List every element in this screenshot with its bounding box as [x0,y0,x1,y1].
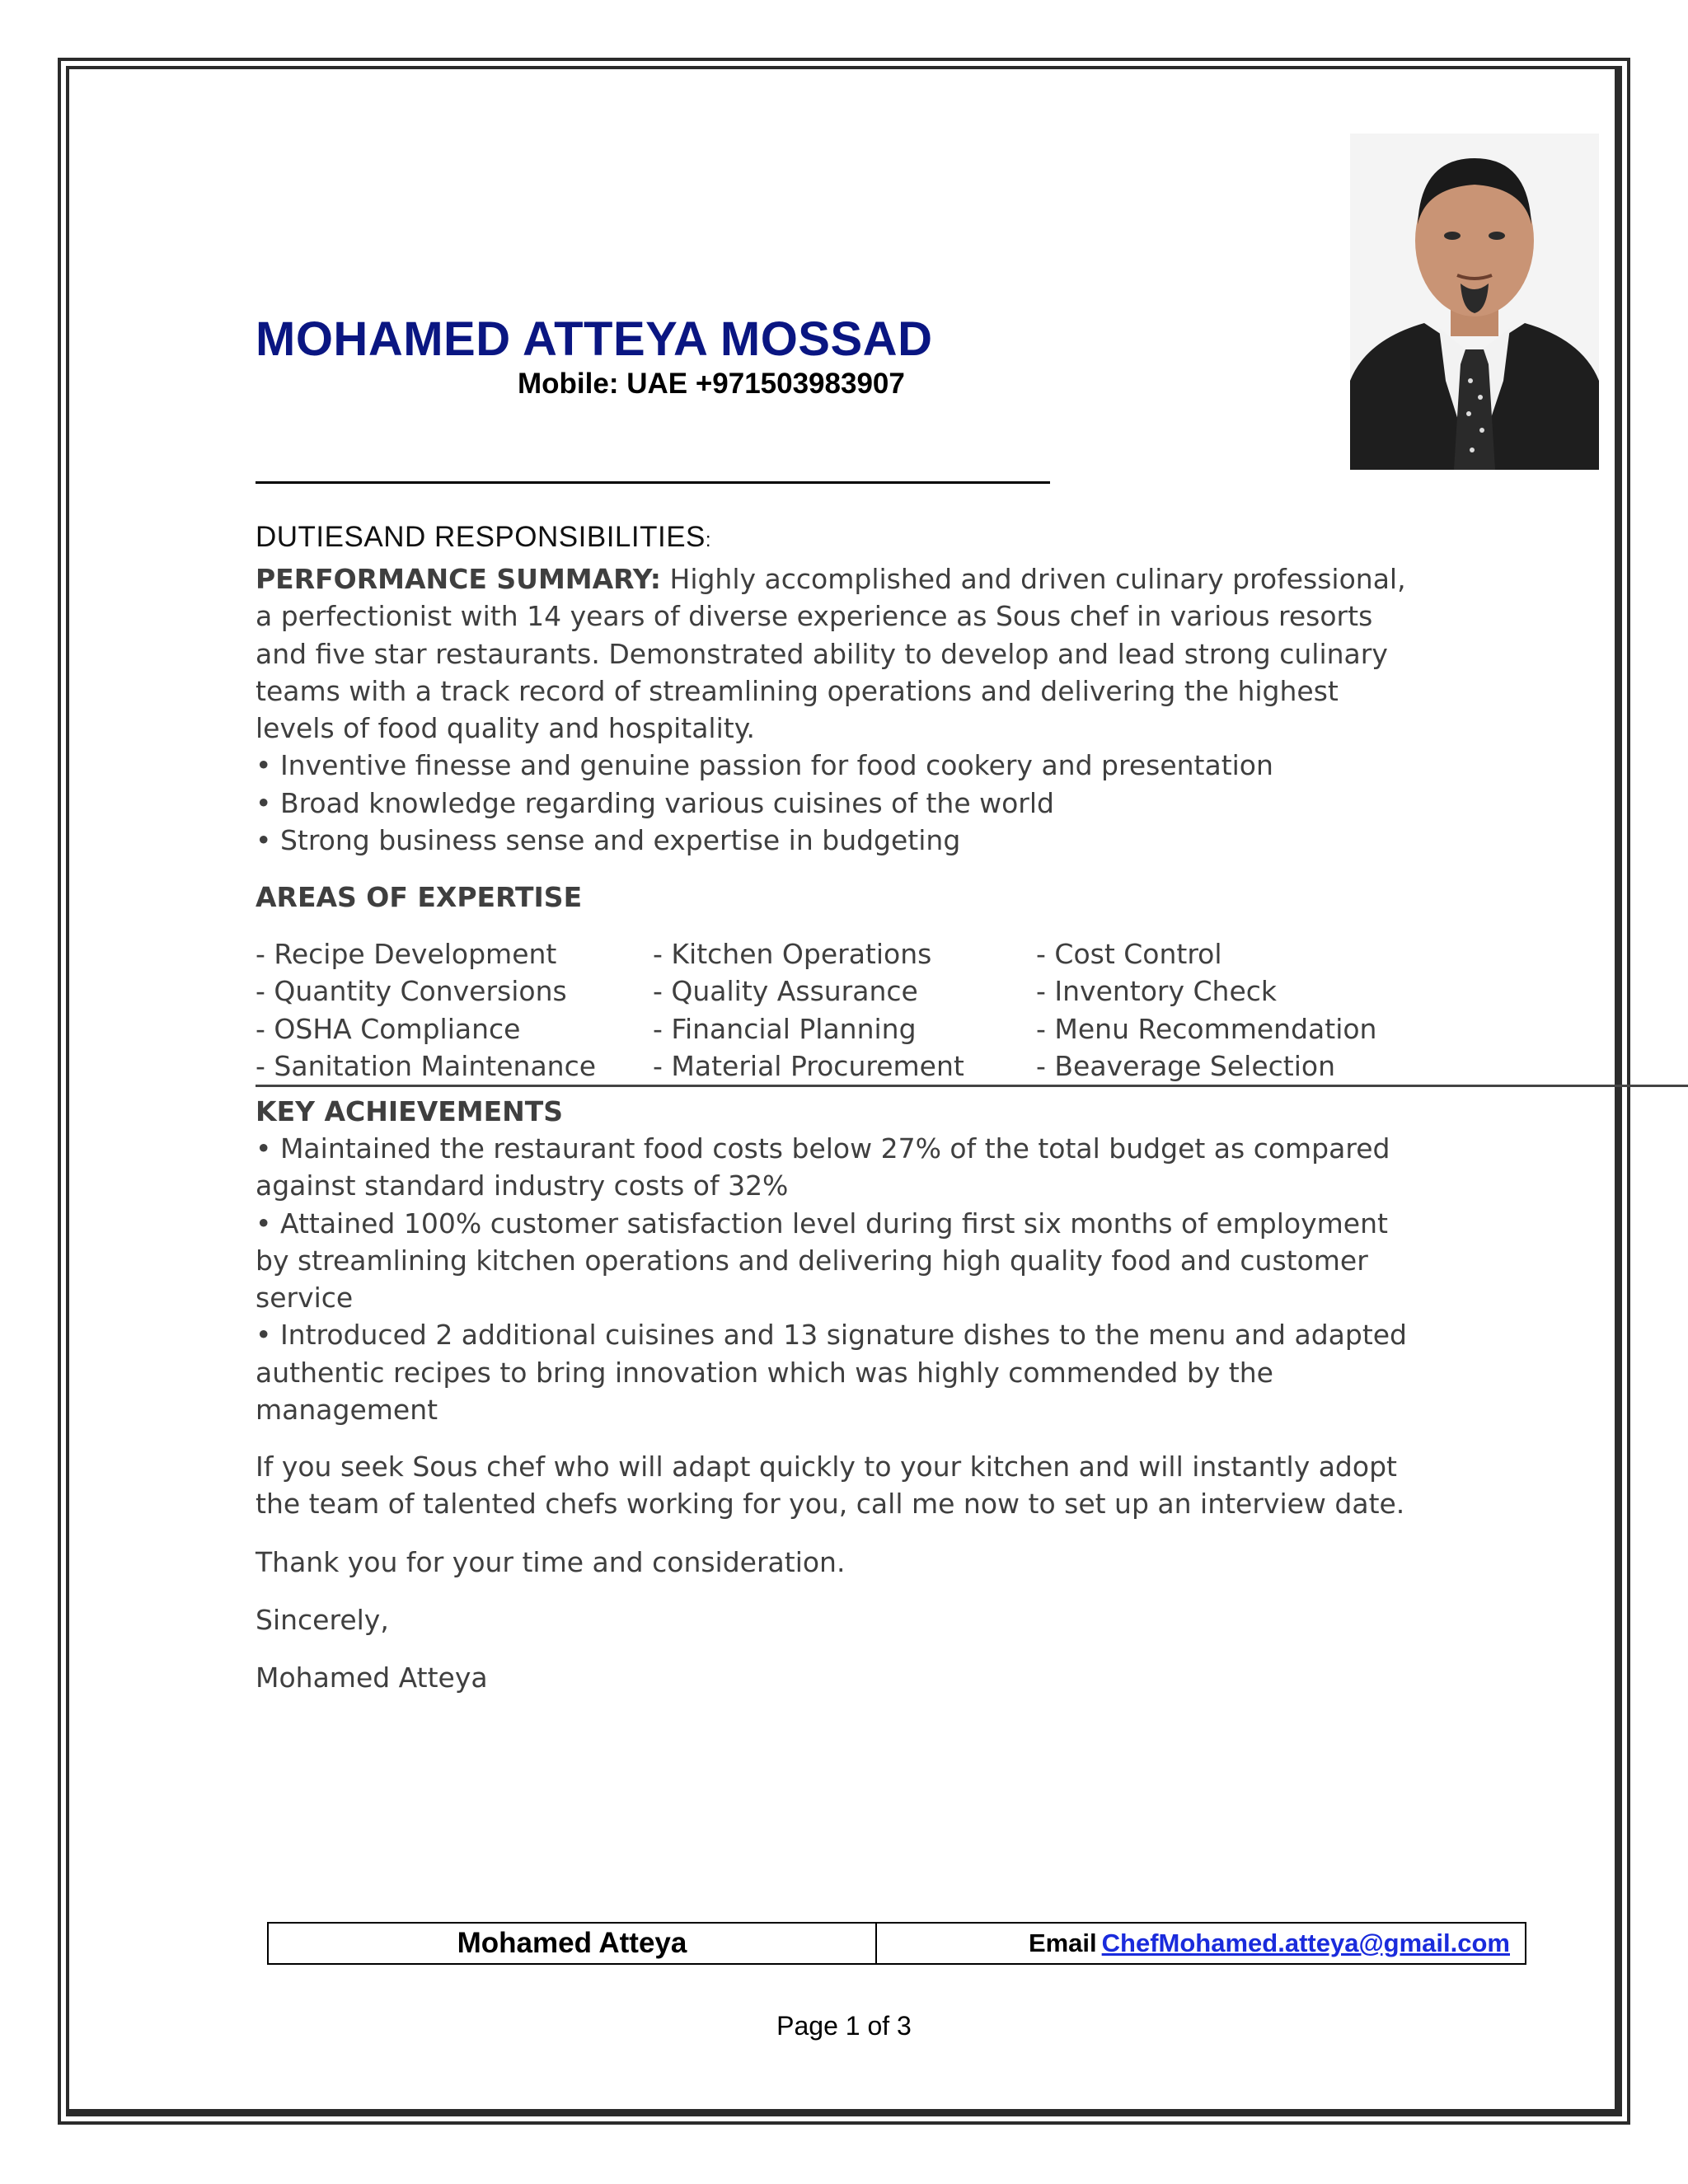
expertise-item: - Cost Control [1036,938,1222,970]
summary-label: PERFORMANCE SUMMARY: [256,563,662,595]
closing-line: the team of talented chefs working for you, call me now to set up an interview date. [256,1488,1405,1521]
expertise-item: - Material Procurement [653,1049,964,1082]
thanks-line: Thank you for your time and consideration. [256,1546,846,1578]
footer-name: Mohamed Atteya [269,1924,877,1963]
footer-email-cell [877,1924,1525,1963]
expertise-item: - Kitchen Operations [653,938,932,970]
achievement-line: authentic recipes to bring innovation which was highly commended by the [256,1356,1273,1389]
applicant-name: MOHAMED ATTEYA MOSSAD [256,312,933,366]
summary-line-3: teams with a track record of streamlining operations and delivering the highest [256,674,1339,707]
signature-name: Mohamed Atteya [256,1661,488,1694]
expertise-item: - Financial Planning [653,1012,917,1045]
achievement-line: against standard industry costs of 32% [256,1169,789,1202]
summary-bullet-2: • Strong business sense and expertise in budgeting [256,824,961,857]
summary-line-0: Highly accomplished and driven culinary professional, [661,563,1406,595]
duties-heading-colon: : [705,529,712,551]
summary-line-2: and five star restaurants. Demonstrated ability to develop and lead strong culinary [256,637,1388,670]
expertise-column-1 [256,935,596,1085]
expertise-item: - Quantity Conversions [256,975,567,1008]
summary-bullet-1: • Broad knowledge regarding various cuisines of the world [256,786,1054,819]
closing-line: If you seek Sous chef who will adapt quickly to your kitchen and will instantly adopt [256,1451,1397,1483]
expertise-item: - Inventory Check [1036,975,1278,1008]
achievements-list [256,1130,1407,1428]
closing-paragraph [256,1448,1404,1523]
expertise-column-3 [1036,935,1376,1085]
performance-summary [256,560,1406,859]
expertise-item: - Sanitation Maintenance [256,1049,597,1082]
duties-heading [256,521,711,554]
page-number: Page 1 of 3 [776,2011,912,2041]
summary-line-4: levels of food quality and hospitality. [256,712,756,745]
achievement-line: by streamlining kitchen operations and delivering high quality food and customer [256,1244,1368,1277]
expertise-item: - Recipe Development [256,938,557,970]
achievement-line: management [256,1394,438,1427]
footer-email-label: Email [1028,1929,1097,1957]
sincerely-line: Sincerely, [256,1604,389,1636]
portrait-illustration [1350,134,1599,470]
profile-photo [1350,134,1599,470]
expertise-item: - Quality Assurance [653,975,918,1008]
mobile-number: Mobile: UAE +971503983907 [518,368,905,400]
header-divider [256,481,1050,484]
summary-line-1: a perfectionist with 14 years of diverse experience as Sous chef in various resorts [256,600,1373,633]
expertise-column-2 [653,935,964,1085]
achievement-line: service [256,1282,354,1315]
achievement-line: • Introduced 2 additional cuisines and 13 signature dishes to the menu and adapted [256,1319,1408,1352]
footer-table [267,1922,1526,1965]
expertise-item: - Menu Recommendation [1036,1012,1377,1045]
expertise-heading: AREAS OF EXPERTISE [256,881,583,913]
section-divider [256,1085,1688,1087]
footer-email-link[interactable]: ChefMohamed.atteya@gmail.com [1101,1929,1510,1957]
duties-heading-text: DUTIESAND RESPONSIBILITIES [256,521,706,553]
summary-bullet-0: • Inventive finesse and genuine passion for food cookery and presentation [256,749,1273,782]
summary-line [256,560,1406,598]
achievements-heading: KEY ACHIEVEMENTS [256,1095,564,1127]
expertise-item: - Beaverage Selection [1036,1049,1335,1082]
expertise-item: - OSHA Compliance [256,1012,521,1045]
achievement-line: • Attained 100% customer satisfaction level during first six months of employment [256,1207,1388,1240]
achievement-line: • Maintained the restaurant food costs below 27% of the total budget as compared [256,1132,1390,1165]
